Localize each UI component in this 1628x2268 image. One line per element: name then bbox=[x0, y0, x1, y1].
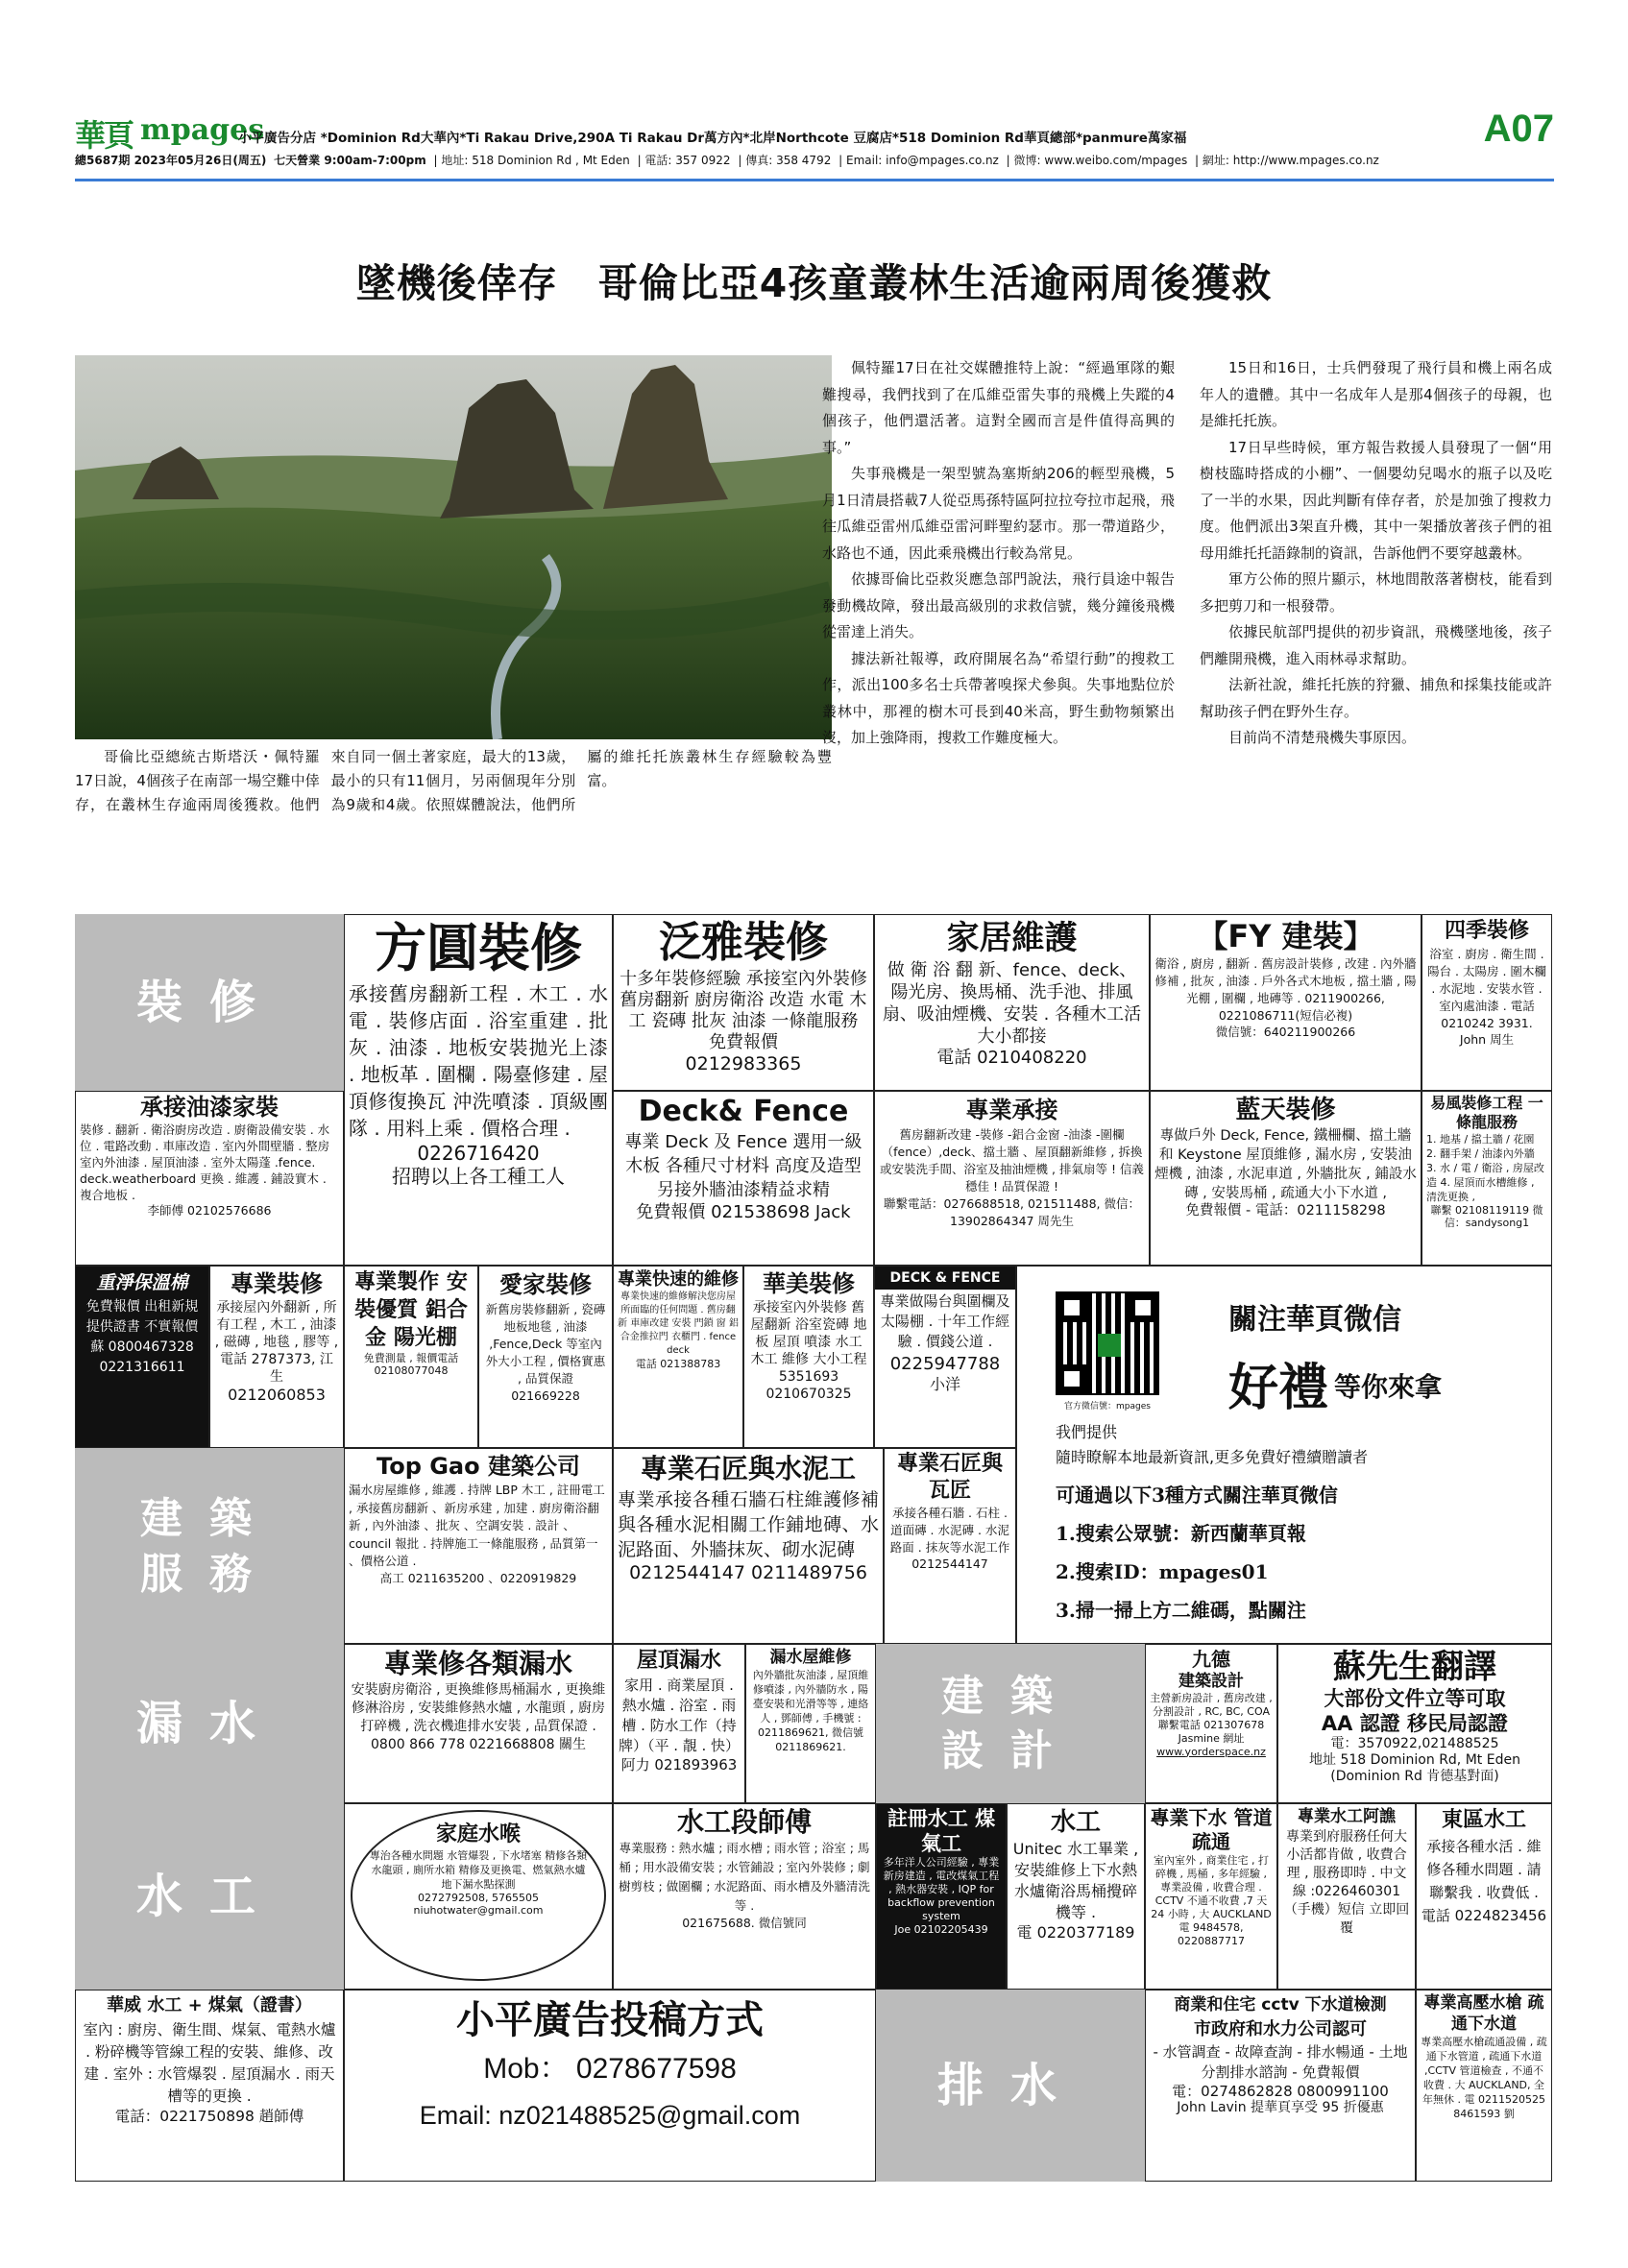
wechat-provide: 我們提供 bbox=[1056, 1423, 1118, 1441]
ad-houshui bbox=[344, 1803, 613, 1990]
article-paragraph: 失事飛機是一架型號為塞斯納206的輕型飛機，5月1日清晨搭載7人從亞馬孫特區阿拉拉夸拉市起飛，飛往瓜維亞雷州瓜維亞雷河畔聖約瑟市。那一帶道路少，水路也不通，因此乘飛機出行較為常見。 bbox=[822, 465, 1175, 562]
wechat-way-1: 1.搜索公眾號：新西蘭華頁報 bbox=[1056, 1522, 1306, 1545]
qr-code-icon[interactable] bbox=[1056, 1291, 1159, 1395]
ad-body: 承接舊房翻新工程 . 木工 . 水電 . 裝修店面 . 浴室重建 . 批灰 . 油漆 . 地板安裝拋光上漆 . 地板革 . 圍欄 . 陽臺修建 . 屋頂修復換瓦 沖洗噴漆 . 頂級團隊 . 用料上乘 . 價格合理 . bbox=[349, 982, 608, 1140]
ad-body: Unitec 水工畢業 , 安裝維修上下水熱水爐衛浴馬桶攪碎機等 . bbox=[1012, 1840, 1139, 1921]
ad-phone: 聯繫電話：0276688518, 021511488, 微信：13902864347 周先生 bbox=[884, 1196, 1140, 1228]
ad-body: 室內室外 , 商業住宅 , 打碎機 , 馬桶 , 多年經驗 , 專業設備 , 收費合理 . CCTV 不通不收費 ,7 天 24 小時 , 大 AUCKLAND 電 9484578, 0220887717 bbox=[1151, 1854, 1272, 1947]
article-paragraph: 佩特羅17日在社交媒體推特上說：“經過軍隊的艱難搜尋，我們找到了在瓜維亞雷失事的飛機上失蹤的4個孩子，他們還活著。這對全國而言是件值得高興的事。” bbox=[822, 359, 1175, 456]
ad-body: 安裝廚房衛浴 , 更換維修馬桶漏水 , 更換維修淋浴房 , 安裝維修熱水爐 , 水龍頭 , 廚房打碎機 , 洗衣機進排水安裝 , 品質保證 . bbox=[351, 1682, 606, 1734]
ad-phone: 0212060853 bbox=[228, 1386, 326, 1404]
ad-subtitle: 市政府和水力公司認可 bbox=[1194, 2019, 1367, 2039]
ad-jiaju bbox=[874, 914, 1150, 1091]
ad-title: 商業和住宅 cctv 下水道檢測 bbox=[1174, 1995, 1387, 2015]
ad-phone: 電：3570922,021488525 bbox=[1330, 1736, 1499, 1752]
ad-lantian bbox=[1150, 1091, 1421, 1266]
ad-shijiang bbox=[613, 1448, 884, 1644]
ad-body: 內外牆批灰油漆 , 屋頂維修噴漆 , 內外牆防水 , 陽臺安裝和光滑等等 , 連絡人 , 鄧師傅 , 手機號 : 0211869621, 微信號 0211869621. bbox=[752, 1669, 869, 1753]
ad-title: 專業石匠與水泥工 bbox=[640, 1453, 856, 1484]
ad-title: 漏水屋維修 bbox=[769, 1648, 852, 1667]
ad-title: 家居維護 bbox=[946, 919, 1078, 957]
hours: 七天營業 9:00am-7:00pm bbox=[274, 154, 426, 167]
ad-body: 浴室 . 廚房 . 衛生間 . 陽台 . 太陽房 . 圍木欄 . 水泥地 . 安裝水管 . 室內處油漆 . 電話 0210242 3931. bbox=[1427, 947, 1546, 1030]
article-paragraph: 依據民航部門提供的初步資訊，飛機墜地後，孩子們離開飛機，進入雨林尋求幫助。 bbox=[1200, 623, 1552, 667]
wechat-sub: 隨時瞭解本地最新資訊,更多免費好禮續贈讀者 bbox=[1056, 1448, 1369, 1466]
ad-aluminium bbox=[344, 1266, 478, 1448]
ad-body: 十多年裝修經驗 承接室內外裝修 舊房翻新 廚房衛浴 改造 水電 木工 瓷磚 批灰 油漆 一條龍服務 免費報價 bbox=[620, 969, 867, 1052]
ad-title: 九德 bbox=[1192, 1648, 1230, 1671]
category-renovation: 裝修 bbox=[75, 914, 344, 1091]
ad-body: 承接室內外裝修 舊屋翻新 浴室瓷磚 地板 屋頂 噴漆 水工 木工 維修 大小工程 bbox=[750, 1300, 867, 1367]
article-paragraph: 依據哥倫比亞救災應急部門說法，飛行員途中報告發動機故障，發出最高級別的求救信號，幾分鐘後飛機從雷達上消失。 bbox=[822, 570, 1175, 640]
ad-body: - 水管調查 - 故障查詢 - 排水暢通 - 土地分割排水諮詢 - 免費報價 bbox=[1153, 2043, 1408, 2081]
headline: 墜機後倖存 哥倫比亞4孩童叢林生活逾兩周後獲救 bbox=[355, 260, 1273, 306]
ad-title: 蘇先生翻譯 bbox=[1333, 1648, 1496, 1686]
ad-phone: 阿力 021893963 bbox=[620, 1756, 738, 1773]
ad-title: 藍天裝修 bbox=[1235, 1096, 1336, 1124]
ad-xiashui bbox=[1145, 1803, 1277, 1990]
ad-cctv bbox=[1145, 1990, 1416, 2182]
ad-phone: 聯繫 02108119119 微信：sandysong1 bbox=[1430, 1204, 1543, 1230]
ad-name: John Lavin 提華頁享受 95 折優惠 bbox=[1177, 2100, 1384, 2116]
ad-loushui bbox=[745, 1644, 876, 1803]
ad-title: 承接油漆家裝 bbox=[140, 1094, 279, 1121]
ad-phone: Joe 02102205439 bbox=[894, 1923, 988, 1936]
ad-body: 多年洋人公司經驗 , 專業新房建造 , 電改煤氣工程 , 熱水器安裝 , IQP for backflow prevention system bbox=[883, 1856, 1000, 1922]
ad-dongqu bbox=[1416, 1803, 1552, 1990]
ad-body: 做 衛 浴 翻 新、fence、deck、陽光房、換馬桶、洗手池、排風扇、吸油煙機、安裝 . 各種木工活大小都接 bbox=[882, 960, 1142, 1047]
ad-topgao bbox=[344, 1448, 613, 1644]
ad-huamei bbox=[743, 1266, 874, 1448]
ad-phone: 李師傅 02102576686 bbox=[147, 1203, 272, 1218]
branch-list: 小平廣告分店 *Dominion Rd大華內*Ti Rakau Drive,290A Ti Rakau Dr萬方內*北岸Northcote 豆腐店*518 Dominion Rd華頁總部*panmure萬家福 bbox=[238, 131, 1187, 146]
ad-title: 專業裝修 bbox=[231, 1270, 323, 1297]
ad-huawei bbox=[75, 1990, 344, 2182]
ad-phone: 蘇 0800467328 0221316611 bbox=[90, 1339, 194, 1375]
ad-title: 小平廣告投稿方式 bbox=[456, 1998, 764, 2042]
category-drain: 排水 bbox=[876, 1990, 1145, 2182]
ad-phone: 0800 866 778 0221668808 關生 bbox=[371, 1737, 586, 1752]
ad-phone: 0212544147 bbox=[911, 1556, 988, 1571]
ad-title: 易風裝修工程 一條龍服務 bbox=[1430, 1094, 1543, 1131]
ad-subtitle: 建築設計 bbox=[1178, 1672, 1244, 1691]
ad-body: 專業做陽台與圍欄及太陽棚 . 十年工作經驗 . 價錢公道 . bbox=[880, 1292, 1010, 1350]
ad-name: 小洋 bbox=[929, 1374, 960, 1393]
ad-aijia bbox=[478, 1266, 613, 1448]
logo-en: mpages bbox=[140, 113, 265, 147]
ad-body: 承接各種水活 . 維修各種水問題 . 請聯繫我 . 收費低 . 電話 0224823456 bbox=[1421, 1838, 1547, 1924]
ad-title: 專業水工阿譙 bbox=[1298, 1807, 1396, 1826]
ad-body: 主營新房設計 , 舊房改建 , 分割設計 , RC, BC, COA 聯繫電話 021307678 Jasmine 網址 bbox=[1150, 1691, 1273, 1745]
ad-phone: 電話：0221750898 趙師傅 bbox=[114, 2108, 304, 2125]
ad-fanya bbox=[613, 914, 874, 1091]
ad-phone: 0226716420 bbox=[417, 1142, 540, 1165]
ad-phone: 免費報價 021538698 Jack bbox=[636, 1202, 851, 1222]
ad-address: 地址 518 Dominion Rd, Mt Eden bbox=[1309, 1752, 1520, 1769]
ad-title: Deck& Fence bbox=[638, 1095, 849, 1128]
ad-phone: 電話 021388783 bbox=[635, 1358, 721, 1370]
ad-title: 方圓裝修 bbox=[375, 918, 582, 978]
ad-title: 愛家裝修 bbox=[499, 1271, 592, 1298]
ad-phone: 0212544147 0211489756 bbox=[629, 1562, 867, 1583]
ad-jiude bbox=[1145, 1644, 1277, 1803]
wechat-title: 關注華頁微信 bbox=[1228, 1303, 1401, 1337]
fax: 傳真: 358 4792 bbox=[745, 154, 832, 167]
jungle-photo bbox=[75, 355, 832, 739]
ad-gaoya bbox=[1416, 1990, 1552, 2182]
ad-title: 重淨保溫棉 bbox=[96, 1272, 188, 1293]
ad-name: John 周生 bbox=[1459, 1032, 1515, 1047]
ad-title: 四季裝修 bbox=[1444, 919, 1529, 943]
address: 地址: 518 Dominion Rd , Mt Eden bbox=[441, 154, 630, 167]
ad-body: 專業承接各種石牆石柱維護修補與各種水泥相關工作鋪地磚、水泥路面、外牆抹灰、砌水泥磚 bbox=[618, 1489, 879, 1560]
gift-subtext: 等你來拿 bbox=[1334, 1371, 1443, 1403]
wechat-way-3: 3.掃一掃上方二維碼，點關注 bbox=[1056, 1599, 1306, 1622]
ad-title: 水工 bbox=[1050, 1808, 1101, 1837]
ad-phone: 免費報價 - 電話：0211158298 bbox=[1185, 1203, 1386, 1218]
article-paragraph: 軍方公佈的照片顯示，林地間散落著樹枝，能看到多把剪刀和一根發帶。 bbox=[1200, 570, 1552, 615]
ad-title: 專業快速的維修 bbox=[618, 1269, 739, 1290]
ad-phone: 電：0274862828 0800991100 bbox=[1172, 2083, 1389, 2100]
ad-line: AA 認證 移民局認證 bbox=[1321, 1711, 1509, 1735]
ad-phone: Mob： 0278677598 bbox=[483, 2053, 737, 2085]
ad-body: 室內 : 廚房、衛生間、煤氣、電熱水爐 . 粉碎機等管線工程的安裝、維修、改建 . 室外 : 水管爆裂 . 屋頂漏水 . 雨天槽等的更換 . bbox=[83, 2021, 336, 2105]
ad-title: 華美裝修 bbox=[763, 1270, 855, 1297]
ad-body: 漏水房屋維修 , 維護 . 持牌 LBP 木工 , 註冊電工 , 承接舊房翻新 、新房承建 , 加建 . 廚房衛浴翻新 , 內外油漆 、批灰 、空調安裝 . 設計 、council 報批 . 持牌施工一條龍服務 , 品質第一 、價格公道 . bbox=[349, 1483, 605, 1568]
ad-body: 承接屋內外翻新 , 所有工程 , 木工 , 油漆 , 磁磚 , 地毯 , 膠等 , 電話 2787373, 江生 bbox=[214, 1300, 339, 1385]
ad-phone: 021675688. 微信號同 bbox=[682, 1916, 807, 1930]
ad-title: 專業製作 安裝優質 鋁合金 陽光棚 bbox=[354, 1270, 468, 1350]
article-paragraph: 15日和16日，士兵們發現了飛行員和機上兩名成年人的遺體。其中一名成年人是那4個孩子的母親，也是維托托族。 bbox=[1200, 359, 1552, 429]
phone: 電話: 357 0922 bbox=[644, 154, 731, 167]
category-plumber: 水工 bbox=[75, 1803, 344, 1990]
ad-title: 家庭水喉 bbox=[435, 1822, 521, 1846]
ad-su-translation bbox=[1277, 1644, 1552, 1803]
ad-body: 專業 Deck 及 Fence 選用一級木板 各種尺寸材料 高度及造型 另接外牆油漆精益求精 bbox=[624, 1132, 863, 1200]
website[interactable]: 網址: http://www.mpages.co.nz bbox=[1202, 154, 1379, 167]
ad-title: 專業高壓水槍 疏通下水道 bbox=[1423, 1993, 1544, 2034]
ad-body: 裝修 . 翻新 . 衛浴廚房改造 . 廚衛設備安裝 . 水位 . 電路改動 . 車庫改造 . 室內外間壁牆 . 整房室內外油漆 . 屋頂油漆 . 室外太陽蓬 .fence. deck.weatherboard 更換 . 維護 . 鋪設實木 . 複合地板 . bbox=[80, 1122, 330, 1203]
ad-kuaijie bbox=[613, 1266, 743, 1448]
masthead bbox=[75, 106, 1554, 154]
ad-fy bbox=[1150, 914, 1421, 1091]
photo-caption: 哥倫比亞總統古斯塔沃・佩特羅17日說，4個孩子在南部一場空難中倖存，在叢林生存逾兩周後獲救。他們來自同一個土著家庭，最大的13歲，最小的只有11個月，另兩個現年分別為9歲和4歲。依照媒體說法，他們所屬的維托托族叢林生存經驗較為豐富。 bbox=[75, 748, 832, 813]
ad-youqi bbox=[75, 1091, 344, 1266]
ad-title: 華威 水工 + 煤氣（證書） bbox=[107, 1995, 312, 2015]
ad-body: 舊房翻新改建 -裝修 -鋁合金窗 -油漆 -圍欄（fence）,deck、擋土牆 、屋頂翻新維修 , 拆換或安裝洗手間、浴室及抽油煙機 , 排氣扇等 ! 信義穩佳 ! 品質保證 ! bbox=[880, 1127, 1144, 1194]
ad-yifang bbox=[1421, 1091, 1552, 1266]
ad-deck-fence-2 bbox=[874, 1266, 1016, 1448]
article-paragraph: 目前尚不清楚飛機失事原因。 bbox=[1228, 729, 1417, 746]
ad-wechat: 微信號：640211900266 bbox=[1215, 1025, 1356, 1039]
ad-contribution bbox=[344, 1990, 876, 2182]
ad-chongjing bbox=[75, 1266, 209, 1448]
ad-zhuanye-1 bbox=[209, 1266, 344, 1448]
ad-phone: 5351693 0210670325 bbox=[765, 1369, 852, 1402]
ad-phone: 0225947788 bbox=[889, 1354, 1001, 1374]
category-building: 建築 服務 bbox=[75, 1448, 344, 1645]
ad-body: 衛浴 , 廚房 , 翻新 . 舊房設計裝修 , 改建 . 內外牆修補 , 批灰 , 油漆 . 戶外各式木地板 , 擋土牆 , 陽光棚 , 圍欄 , 地磚等 . 0211900266, 0221086711(短信必複) bbox=[1154, 956, 1417, 1023]
ad-deck-fence bbox=[613, 1091, 874, 1266]
page-number: A07 bbox=[1483, 108, 1554, 150]
weibo[interactable]: 微博: www.weibo.com/mpages bbox=[1013, 154, 1188, 167]
article-body bbox=[822, 355, 1552, 752]
ad-zhuce bbox=[876, 1803, 1007, 1990]
logo: 華頁 bbox=[75, 117, 134, 154]
ad-body: 專業到府服務任何大小活都肯做 , 收費合理 , 服務即時 . 中文線 :0226460301（手機）短信 立即回覆 bbox=[1283, 1829, 1410, 1936]
ad-title: 泛雅裝修 bbox=[659, 918, 828, 967]
ad-aqiao bbox=[1277, 1803, 1416, 1990]
ad-line: 大部份文件立等可取 bbox=[1324, 1687, 1506, 1710]
divider bbox=[75, 179, 1554, 181]
ad-title: 專業承接 bbox=[965, 1097, 1058, 1123]
category-arch-design: 建築 設計 bbox=[876, 1644, 1145, 1803]
ad-body: 專做戶外 Deck, Fence, 鐵柵欄、擋土牆和 Keystone 屋頂維修 , 漏水房 , 安裝油煙機 , 油漆 , 水泥車道 , 外牆批灰 , 鋪設水磚 , 安裝馬桶 , 疏通大小下水道 , bbox=[1154, 1128, 1417, 1201]
ad-title: Top Gao 建築公司 bbox=[377, 1453, 580, 1480]
ad-address: (Dominion Rd 肯德基對面) bbox=[1330, 1769, 1499, 1785]
ad-extra: 招聘以上各工種工人 bbox=[392, 1165, 565, 1189]
info-bar: 總5687期 2023年05月26日(周五) 七天營業 9:00am-7:00pm | 地址: 518 Dominion Rd , Mt Eden | 電話: 357 0922 | 傳真: 358 4792 | Email: info@mpages.co.nz | 微博: www.weibo.com/mpages | 網址: http://www.mpages.co.nz bbox=[75, 154, 1379, 167]
ad-fangyuan bbox=[344, 914, 613, 1266]
ad-body: 承接各種石牆 . 石柱 . 道面磚 . 水泥磚 . 水泥路面 . 抹灰等水泥工作 bbox=[889, 1506, 1010, 1555]
article-paragraph: 據法新社報導，政府開展名為“希望行動”的搜救工作，派出100多名士兵帶著嗅探犬參與。失事地點位於叢林中，那裡的樹木可長到40米高，野生動物頻繁出沒，加上強降雨，搜救工作難度極大。 bbox=[822, 649, 1175, 746]
ad-email[interactable]: niuhotwater@gmail.com bbox=[413, 1904, 544, 1918]
ad-website[interactable]: www.yorderspace.nz bbox=[1156, 1745, 1266, 1758]
article-paragraph: 法新社說，維托托族的狩獵、捕魚和採集技能或許幫助孩子們在野外生存。 bbox=[1200, 676, 1552, 720]
ad-title: 東區水工 bbox=[1441, 1808, 1526, 1832]
ad-title: 專業下水 管道疏通 bbox=[1150, 1806, 1273, 1853]
ad-shijiang-2 bbox=[884, 1448, 1016, 1644]
ad-phone: 電 0220377189 bbox=[1016, 1923, 1135, 1942]
qr-label: 官方微信號：mpages bbox=[1064, 1402, 1151, 1411]
ad-louchui bbox=[344, 1644, 613, 1803]
ad-title: 專業石匠與瓦匠 bbox=[896, 1452, 1003, 1503]
ad-body: 1. 地基 / 擋土牆 / 花園 2. 翻手架 / 油漆內外牆 3. 水 / 電 / 衛浴 , 房屋改造 4. 屋頂而水槽維修 , 清洗更換 , bbox=[1426, 1133, 1544, 1203]
ad-chengjie bbox=[874, 1091, 1150, 1266]
ad-title: 水工段師傅 bbox=[676, 1806, 812, 1838]
ad-wuding bbox=[613, 1644, 745, 1803]
ad-body: 專業服務 : 熱水爐 ; 雨水槽 ; 雨水管 ; 浴室 ; 馬桶 ; 用水設備安裝 ; 水管鋪設 ; 室內外裝修 ; 劇樹剪枝 ; 做圍欄 ; 水泥路面、雨水槽及外牆清洗等 . bbox=[619, 1841, 870, 1913]
ad-duan bbox=[613, 1803, 876, 1990]
wechat-ways: 可通過以下3種方式關注華頁微信 bbox=[1056, 1484, 1338, 1507]
ad-email[interactable]: Email: nz021488525@gmail.com bbox=[419, 2101, 801, 2130]
article-paragraph: 17日早些時候，軍方報告救援人員發現了一個“用樹枝臨時搭成的小棚”、一個嬰幼兒喝水的瓶子以及吃了一半的水果，因此判斷有倖存者，於是加強了搜救力度。他們派出3架直升機，其中一架播放著孩子們的祖母用維托托語錄制的資訊，告訴他們不要穿越叢林。 bbox=[1200, 438, 1552, 562]
ad-title: 【FY 建裝】 bbox=[1197, 918, 1374, 954]
ad-phone: 0272792508, 5765505 bbox=[418, 1892, 539, 1904]
gift-text: 好禮 bbox=[1228, 1360, 1329, 1417]
ad-phone: 電話 0210408220 bbox=[936, 1048, 1087, 1068]
ad-siji bbox=[1421, 914, 1552, 1091]
email[interactable]: Email: info@mpages.co.nz bbox=[846, 154, 999, 167]
ad-unitec bbox=[1007, 1803, 1145, 1990]
ad-title: 屋頂漏水 bbox=[636, 1649, 721, 1673]
ad-phone: 0212983365 bbox=[685, 1053, 802, 1074]
wechat-promo bbox=[1016, 1266, 1552, 1644]
ad-title: DECK & FENCE bbox=[875, 1267, 1015, 1290]
ad-body: 免費測量 , 報價電話 02108077048 bbox=[363, 1352, 459, 1378]
ad-body: 新舊房裝修翻新 , 瓷磚地板地毯 , 油漆 ,Fence,Deck 等室內外大小工程 , 價格實惠 , 品質保證 021669228 bbox=[485, 1302, 606, 1403]
ad-body: 專業高壓水槍疏通設備 , 疏通下水管道 , 疏通下水道 ,CCTV 管道檢查 , 不通不收費 . 大 AUCKLAND, 全年無休 . 電 0211520525 8461593 劉 bbox=[1421, 2036, 1547, 2120]
ad-phone: 高工 0211635200 、0220919829 bbox=[379, 1570, 577, 1585]
ad-title: 專業修各類漏水 bbox=[383, 1648, 572, 1679]
category-leak: 漏水 bbox=[75, 1644, 344, 1803]
ad-body: 免費報價 出租新規 提供證書 不實報價 bbox=[85, 1299, 199, 1335]
ad-body: 專治各種水問題 水管爆裂 , 下水堵塞 精修各類水龍頭 , 廁所水箱 精修及更換電、燃氣熱水爐 地下漏水點探測 bbox=[369, 1849, 588, 1891]
ad-body: 專業快速的維修解決您房屋所面臨的任何問題 . 舊房翻新 車庫改建 安裝 門鎖 窗 鋁合金推拉門 衣櫃門 . fence deck bbox=[618, 1291, 739, 1356]
ad-body: 家用 . 商業屋頂 . 熱水爐 . 浴室 . 雨槽 . 防水工作（持牌）（平 . 靚 . 快） bbox=[618, 1677, 741, 1754]
issue: 總5687期 2023年05月26日(周五) bbox=[75, 154, 267, 167]
wechat-way-2: 2.搜索ID：mpages01 bbox=[1056, 1560, 1269, 1583]
ad-title: 註冊水工 煤氣工 bbox=[887, 1807, 996, 1855]
